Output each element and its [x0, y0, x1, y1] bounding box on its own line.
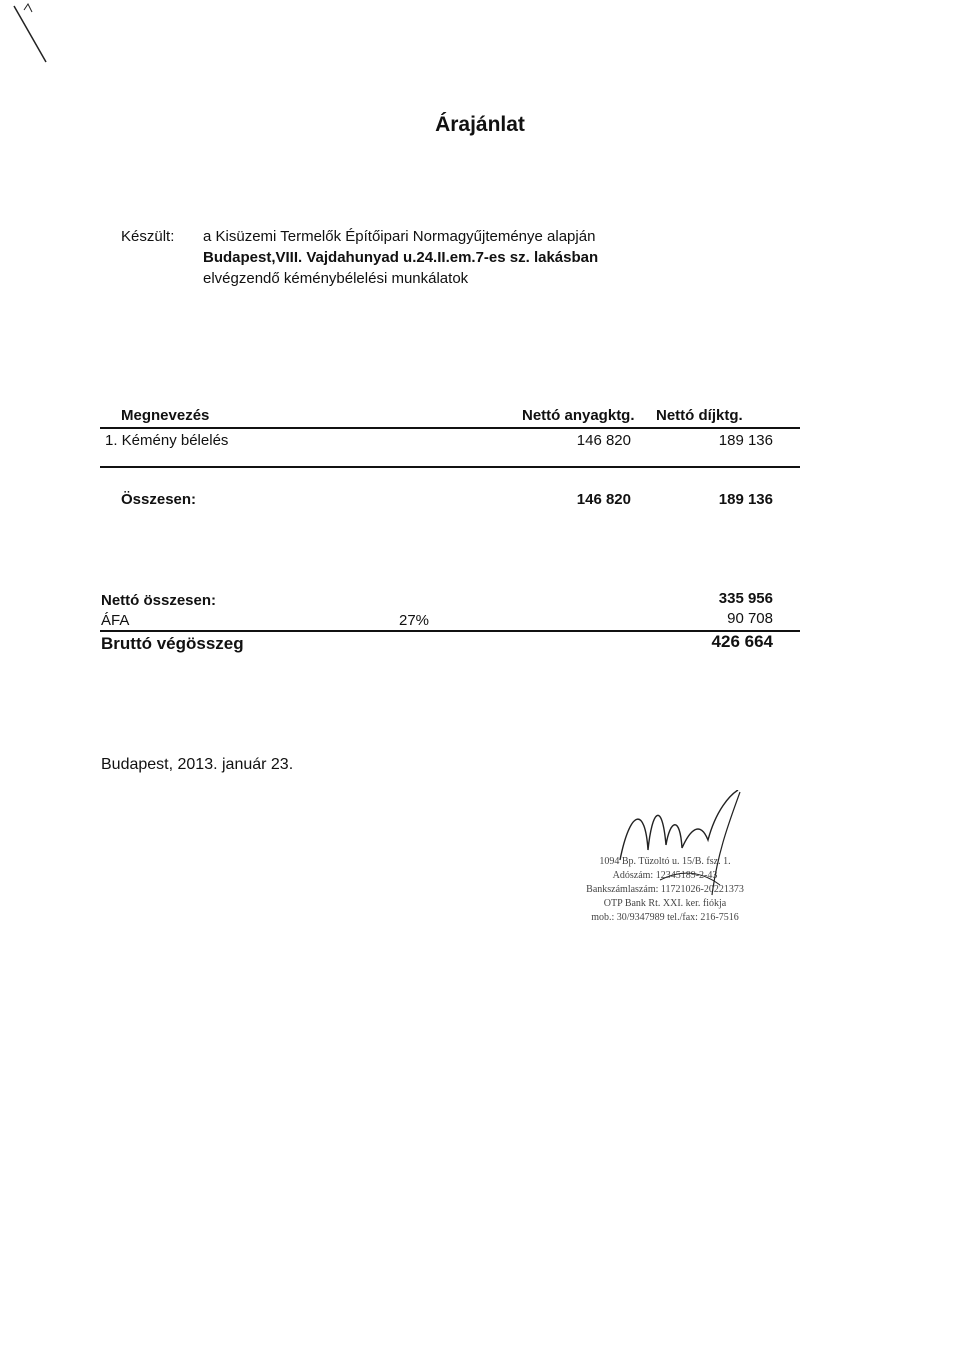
vat-rate: 27% [399, 612, 430, 629]
company-stamp [560, 790, 770, 930]
prepared-label: Készült: [121, 228, 175, 245]
intro-line-3: elvégzendő kéménybélelési munkálatok [203, 270, 469, 287]
row-rule [100, 466, 800, 468]
signature-icon [600, 790, 750, 900]
net-total-label: Nettó összesen: [101, 592, 217, 609]
subtotal-fee: 189 136 [718, 491, 773, 508]
stamp-tax-number: Adószám: 12345189-2-43 [612, 870, 718, 881]
document-title: Árajánlat [435, 113, 525, 136]
header-material-cost: Nettó anyagktg. [522, 407, 635, 424]
net-total-value: 335 956 [718, 590, 773, 607]
corner-pen-mark [10, 0, 50, 70]
stamp-phone: mob.: 30/9347989 tel./fax: 216-7516 [591, 912, 739, 923]
stamp-address: 1094 Bp. Tűzoltó u. 15/B. fsz. 1. [599, 856, 731, 867]
row-1-name: 1. Kémény bélelés [105, 432, 229, 449]
vat-value: 90 708 [727, 610, 773, 627]
stamp-bank-account: Bankszámlaszám: 11721026-20221373 [586, 884, 744, 895]
subtotal-material: 146 820 [576, 491, 631, 508]
intro-line-1: a Kisüzemi Termelők Építőipari Normagyűjteménye alapján [203, 228, 596, 245]
row-1-material: 146 820 [576, 432, 631, 449]
intro-line-2: Budapest,VIII. Vajdahunyad u.24.II.em.7-es sz. lakásban [203, 249, 599, 266]
vat-label: ÁFA [101, 612, 130, 629]
header-rule [100, 427, 800, 429]
header-name: Megnevezés [121, 407, 210, 424]
place-and-date: Budapest, 2013. január 23. [101, 756, 294, 773]
subtotal-label: Összesen: [121, 491, 197, 508]
row-1-fee: 189 136 [718, 432, 773, 449]
header-labor-cost: Nettó díjktg. [656, 407, 743, 424]
gross-total-label: Bruttó végösszeg [101, 634, 244, 653]
gross-total-value: 426 664 [711, 632, 773, 651]
stamp-bank-name: OTP Bank Rt. XXI. ker. fiókja [603, 898, 727, 909]
